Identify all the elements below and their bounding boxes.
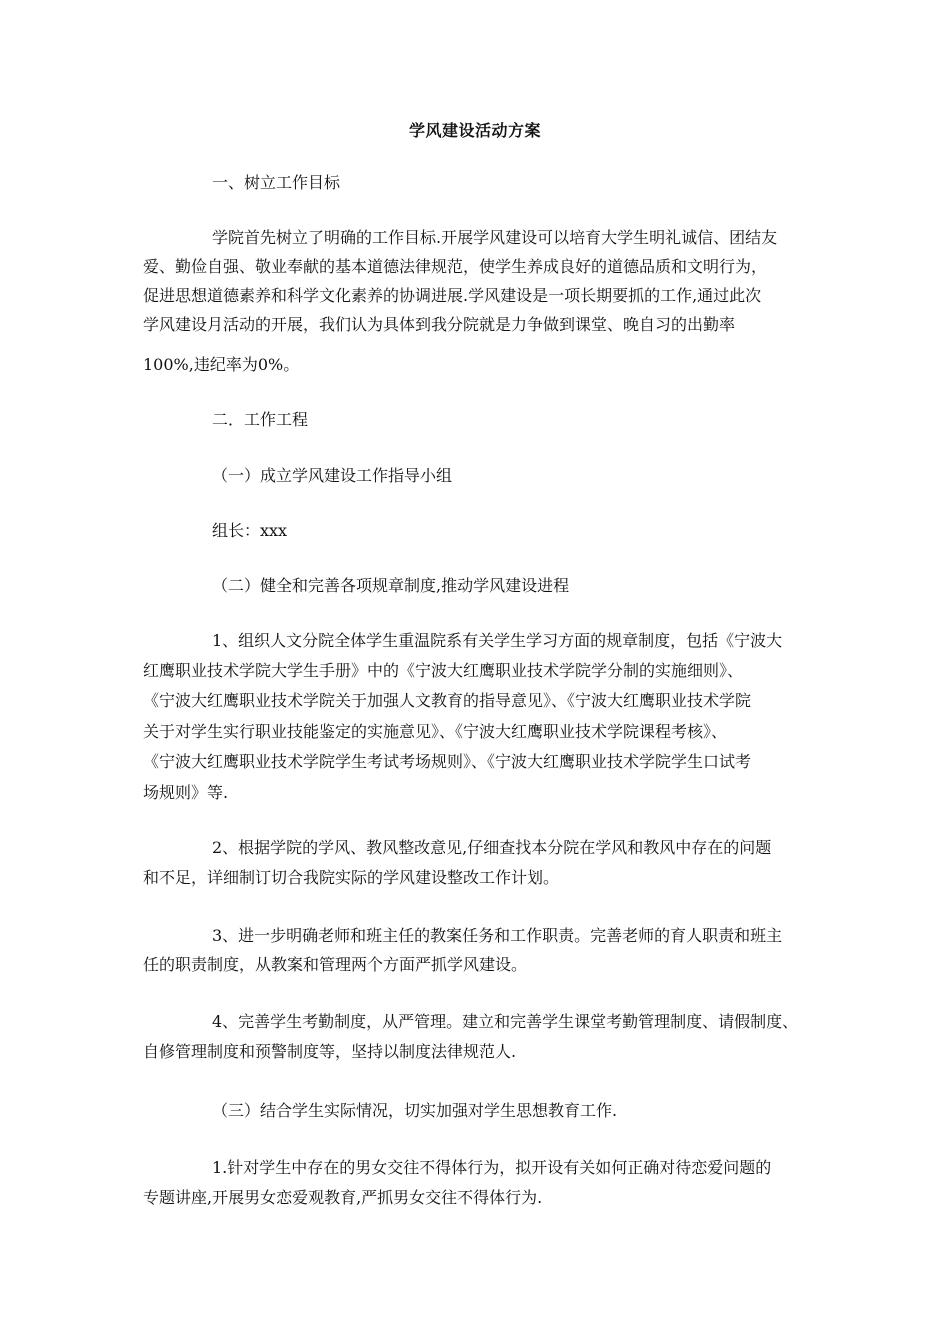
item-1-line-2: 红鹰职业技术学院大学生手册》中的《宁波大红鹰职业技术学院学分制的实施细则》、 <box>143 661 744 680</box>
heading-2: 二．工作工程 <box>212 410 309 429</box>
paragraph-1-line-4: 学风建设月活动的开展，我们认为具体到我分院就是力争做到课堂、晚自习的出勤率 <box>143 315 736 334</box>
item-4-line-1: 4、完善学生考勤制度，从严管理。建立和完善学生课堂考勤管理制度、请假制度、 <box>212 1012 799 1031</box>
subheading-2-3: （三）结合学生实际情况，切实加强对学生思想教育工作. <box>212 1101 618 1120</box>
item-5-line-2: 专题讲座,开展男女恋爱观教育,严抓男女交往不得体行为. <box>143 1188 543 1207</box>
item-1-line-1: 1、组织人文分院全体学生重温院系有关学生学习方面的规章制度，包括《宁波大 <box>212 631 783 650</box>
item-4-line-2: 自修管理制度和预警制度等，坚持以制度法律规范人. <box>143 1042 517 1061</box>
subheading-2-1: （一）成立学风建设工作指导小组 <box>212 466 453 485</box>
item-1-line-5: 《宁波大红鹰职业技术学院学生考试考场规则》、《宁波大红鹰职业技术学院学生口试考 <box>143 752 752 771</box>
heading-1: 一、树立工作目标 <box>212 173 341 192</box>
item-3-line-2: 任的职责制度，从教案和管理两个方面严抓学风建设。 <box>143 955 528 974</box>
paragraph-1-line-2: 爱、勤俭自强、敬业奉献的基本道德法律规范，使学生养成良好的道德品质和文明行为， <box>143 257 768 276</box>
paragraph-1-line-3: 促进思想道德素养和科学文化素养的协调进展.学风建设是一项长期要抓的工作,通过此次 <box>143 286 762 305</box>
document-title: 学风建设活动方案 <box>408 121 541 140</box>
leader-line: 组长：xxx <box>212 521 288 540</box>
item-5-line-1: 1.针对学生中存在的男女交往不得体行为，拟开设有关如何正确对待恋爱问题的 <box>212 1158 772 1177</box>
item-1-line-3: 《宁波大红鹰职业技术学院关于加强人文教育的指导意见》、《宁波大红鹰职业技术学院 <box>143 691 752 710</box>
item-2-line-1: 2、根据学院的学风、教风整改意见,仔细查找本分院在学风和教风中存在的问题 <box>212 838 772 857</box>
subheading-2-2: （二）健全和完善各项规章制度,推动学风建设进程 <box>212 576 570 595</box>
item-1-line-6: 场规则》等. <box>143 783 229 802</box>
item-1-line-4: 关于对学生实行职业技能鉴定的实施意见》、《宁波大红鹰职业技术学院课程考核》、 <box>143 722 728 741</box>
paragraph-1-line-5: 100%,违纪率为0%。 <box>143 355 300 374</box>
item-2-line-2: 和不足，详细制订切合我院实际的学风建设整改工作计划。 <box>143 868 560 887</box>
item-3-line-1: 3、进一步明确老师和班主任的教案任务和工作职责。完善老师的育人职责和班主 <box>212 926 783 945</box>
paragraph-1-line-1: 学院首先树立了明确的工作目标.开展学风建设可以培育大学生明礼诚信、团结友 <box>212 228 778 247</box>
